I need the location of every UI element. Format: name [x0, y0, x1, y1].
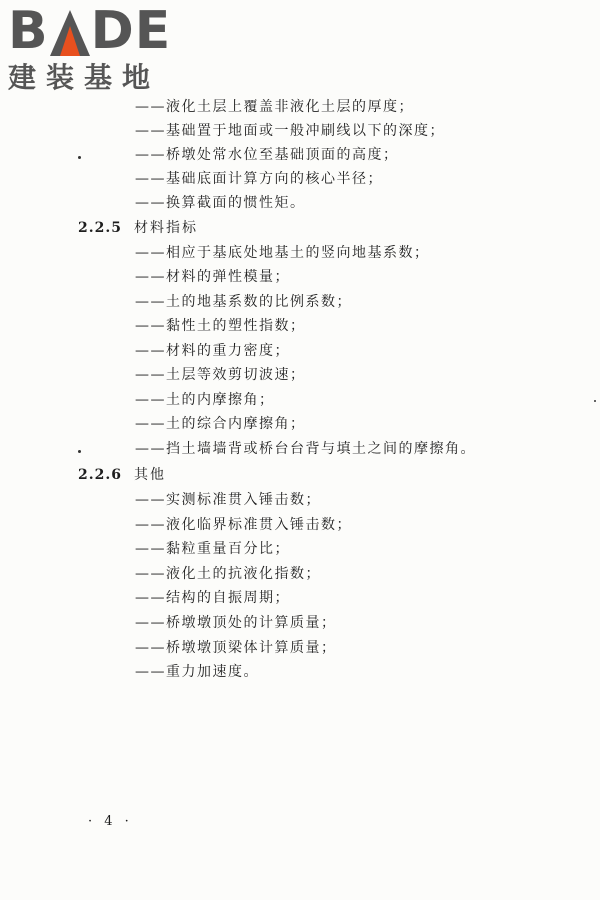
scan-speck	[78, 450, 81, 453]
scan-speck	[594, 400, 596, 402]
section-title: 其他	[133, 467, 166, 483]
bade-logo	[8, 1, 178, 94]
section-title: 材料指标	[133, 220, 198, 236]
section-heading-2-2-5	[78, 216, 198, 240]
section-heading-2-2-6	[78, 463, 166, 487]
scan-speck	[78, 156, 81, 159]
section-number: 2.2.5	[78, 220, 122, 236]
logo-subtitle: 建装基地	[8, 61, 161, 94]
logo-letters-de: DE	[90, 1, 172, 61]
logo-wordmark	[8, 1, 178, 61]
logo-letter-b: B	[8, 1, 49, 61]
section-number: 2.2.6	[78, 467, 122, 483]
logo-triangle-icon	[50, 10, 90, 56]
page-number: · 4 ·	[88, 814, 133, 829]
